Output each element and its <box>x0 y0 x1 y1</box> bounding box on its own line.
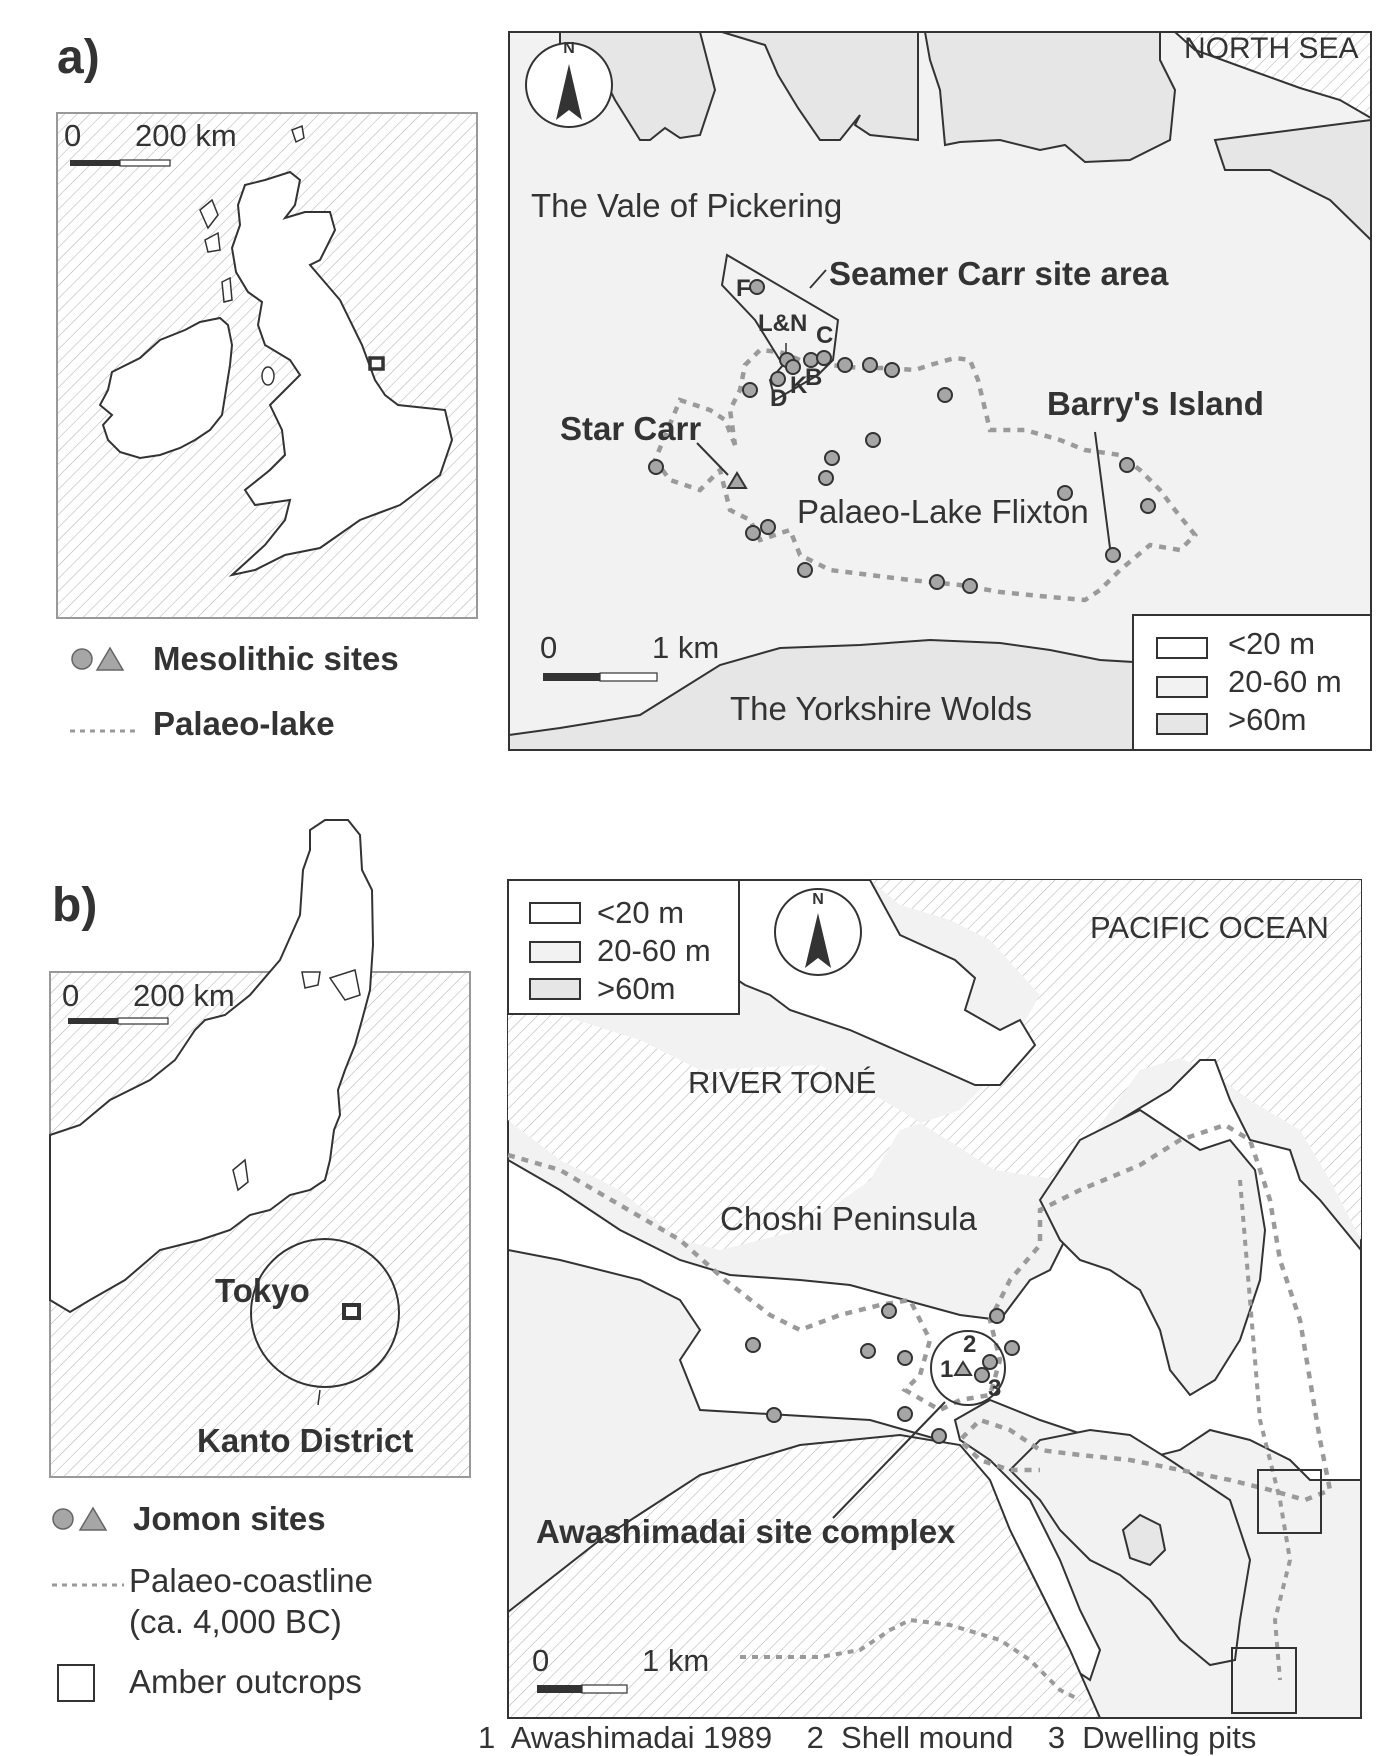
legend-palaeo-lake: Palaeo-lake <box>153 705 335 742</box>
vale-of-pickering-label: The Vale of Pickering <box>531 187 843 224</box>
tokyo-label: Tokyo <box>215 1272 310 1309</box>
site-letter-d: D <box>770 385 788 412</box>
panel-a-label: a) <box>57 31 100 84</box>
elev-legend-a-high: >60m <box>1228 702 1307 737</box>
site-letter-b: B <box>805 364 823 391</box>
site-number-3: 3 <box>988 1375 1002 1402</box>
barrys-island-label: Barry's Island <box>1047 385 1264 422</box>
inset-a-scale-zero: 0 <box>64 118 82 153</box>
site-letter-f: F <box>736 275 751 302</box>
pacific-ocean-label: PACIFIC OCEAN <box>1090 910 1329 945</box>
inset-a-scale-label: 200 km <box>135 118 237 153</box>
north-arrow-a-label: N <box>563 40 575 57</box>
legend-mesolithic-sites: Mesolithic sites <box>153 640 399 677</box>
elev-legend-b-high: >60m <box>597 971 676 1006</box>
seamer-carr-label: Seamer Carr site area <box>829 255 1169 292</box>
site-letter-ln: L&N <box>758 310 808 337</box>
site-number-2: 2 <box>963 1331 977 1358</box>
north-arrow-b-label: N <box>812 891 824 908</box>
study-area-marker <box>370 358 383 369</box>
legend-amber-outcrops: Amber outcrops <box>129 1663 362 1700</box>
inset-map-japan <box>50 820 470 1477</box>
main-b-scale-label: 1 km <box>642 1643 710 1678</box>
river-tone-label: RIVER TONÉ <box>688 1065 877 1100</box>
legend-jomon-sites: Jomon sites <box>133 1500 326 1537</box>
inset-map-britain <box>57 113 477 618</box>
site-letter-k: K <box>790 372 808 399</box>
main-a-scale-zero: 0 <box>540 630 558 665</box>
elev-legend-a-mid: 20-60 m <box>1228 664 1342 699</box>
main-a-scale-label: 1 km <box>652 630 720 665</box>
elev-legend-b-mid: 20-60 m <box>597 933 711 968</box>
main-b-scale-zero: 0 <box>532 1643 550 1678</box>
study-area-marker <box>344 1305 359 1318</box>
site-letter-c: C <box>816 322 834 349</box>
kanto-district-label: Kanto District <box>197 1422 414 1459</box>
panel-b-label: b) <box>52 879 98 932</box>
palaeo-lake-flixton-label: Palaeo-Lake Flixton <box>797 493 1089 530</box>
site-number-1: 1 <box>940 1356 954 1383</box>
inset-b-scale-label: 200 km <box>133 978 235 1013</box>
awashimadai-complex-label: Awashimadai site complex <box>536 1513 956 1550</box>
site-key-caption: 1 Awashimadai 1989 2 Shell mound 3 Dwelling pits <box>478 1720 1257 1755</box>
panel-a-legend-symbols <box>70 648 138 731</box>
inset-b-scale-zero: 0 <box>62 978 80 1013</box>
legend-palaeo-coastline-date: (ca. 4,000 BC) <box>129 1603 342 1640</box>
legend-palaeo-coastline: Palaeo-coastline <box>129 1562 373 1599</box>
choshi-peninsula-label: Choshi Peninsula <box>720 1200 977 1237</box>
star-carr-label: Star Carr <box>560 410 702 447</box>
elev-legend-b-low: <20 m <box>597 895 685 930</box>
panel-b-legend-symbols <box>52 1508 124 1701</box>
elev-legend-a-low: <20 m <box>1228 626 1316 661</box>
yorkshire-wolds-label: The Yorkshire Wolds <box>730 690 1033 727</box>
north-sea-label: NORTH SEA <box>1184 32 1359 65</box>
